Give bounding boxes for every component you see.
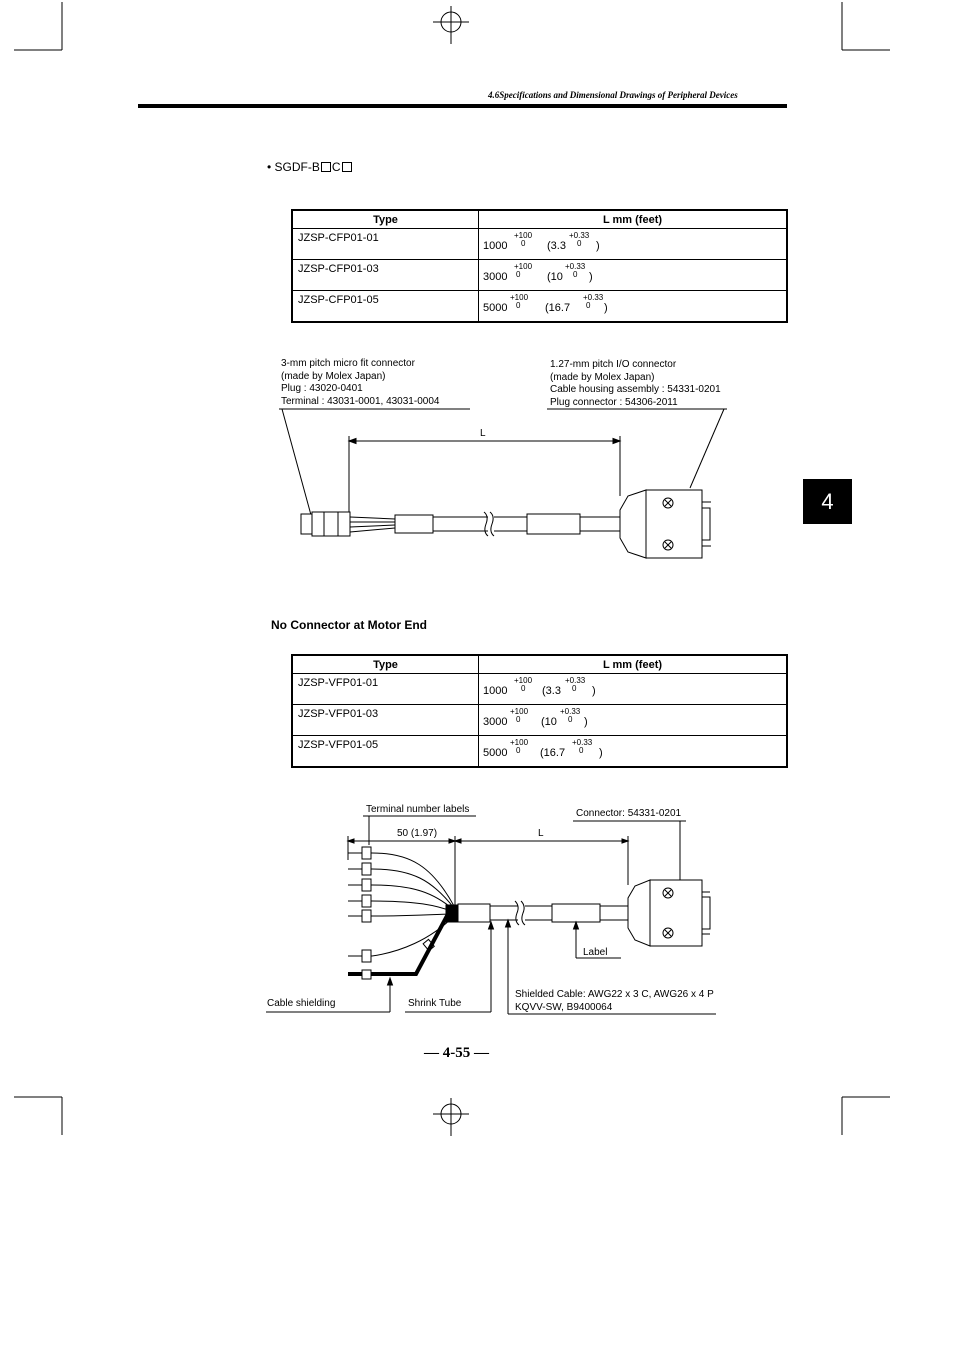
length-dimension-label: L — [538, 828, 544, 839]
tol-minus: 0 — [573, 270, 578, 279]
length-cell — [479, 260, 788, 291]
length-mm: 5000 — [483, 747, 508, 759]
callout-line: Cable housing assembly : 54331-0201 — [550, 384, 721, 395]
length-cell — [479, 229, 788, 260]
tol-plus: +0.33 — [572, 738, 593, 747]
placeholder-box-icon — [342, 162, 352, 172]
callout-line: Shielded Cable: AWG22 x 3 C, AWG26 x 4 P — [515, 989, 714, 1000]
tol-plus: +100 — [510, 707, 529, 716]
shrink-tube-callout: Shrink Tube — [408, 998, 462, 1009]
table-row — [292, 229, 787, 260]
length-cell — [479, 674, 788, 705]
table-row — [292, 260, 787, 291]
type-cell: JZSP-VFP01-01 — [292, 674, 479, 705]
model-heading — [267, 160, 353, 174]
length-mm: 1000 — [483, 685, 508, 697]
tol-minus: 0 — [516, 746, 521, 755]
tol-plus: +100 — [510, 738, 529, 747]
connector-callout: Connector: 54331-0201 — [576, 808, 682, 819]
length-feet: (3.3 — [542, 685, 561, 697]
type-cell: JZSP-CFP01-05 — [292, 291, 479, 323]
callout-line: 1.27-mm pitch I/O connector — [550, 359, 677, 370]
length-cell — [479, 736, 788, 768]
tol-plus: +0.33 — [569, 231, 590, 240]
tol-minus: 0 — [586, 301, 591, 310]
model-prefix: • SGDF-B — [267, 160, 320, 174]
io-connector-callout — [550, 359, 721, 409]
paren-close: ) — [584, 716, 588, 728]
length-dimension-label: L — [480, 428, 486, 439]
cable-diagram-2 — [266, 816, 716, 1014]
page-number: — 4-55 — — [424, 1045, 489, 1061]
length-cell — [479, 291, 788, 323]
tol-minus: 0 — [572, 684, 577, 693]
callout-line: KQVV-SW, B9400064 — [515, 1001, 613, 1013]
column-header-type: Type — [292, 210, 479, 229]
paren-close: ) — [596, 240, 600, 252]
cable-spec-table-1 — [291, 209, 788, 323]
tol-minus: 0 — [579, 746, 584, 755]
table-row — [292, 736, 787, 768]
length-cell — [479, 705, 788, 736]
callout-line: 3-mm pitch micro fit connector — [281, 358, 415, 369]
tol-plus: +100 — [514, 676, 533, 685]
length-feet: (16.7 — [540, 747, 566, 759]
cable-shielding-callout: Cable shielding — [267, 998, 336, 1009]
table-row — [292, 705, 787, 736]
table-row — [292, 674, 787, 705]
terminal-labels-callout: Terminal number labels — [366, 804, 470, 815]
length-feet: (3.3 — [547, 240, 566, 252]
type-cell: JZSP-VFP01-05 — [292, 736, 479, 768]
paren-close: ) — [599, 747, 603, 759]
cable-diagram-1 — [279, 409, 727, 558]
type-cell: JZSP-VFP01-03 — [292, 705, 479, 736]
tol-minus: 0 — [521, 239, 526, 248]
tol-plus: +0.33 — [565, 262, 586, 271]
tol-minus: 0 — [521, 684, 526, 693]
table-row — [292, 291, 787, 323]
tol-minus: 0 — [516, 715, 521, 724]
placeholder-box-icon — [321, 162, 331, 172]
section-title: No Connector at Motor End — [271, 618, 427, 632]
cable-spec-table-2 — [291, 654, 788, 768]
chapter-tab: 4 — [803, 479, 852, 524]
callout-line: Plug : 43020-0401 — [281, 383, 363, 394]
length-mm: 1000 — [483, 240, 508, 252]
tol-plus: +0.33 — [583, 293, 604, 302]
micro-fit-connector-callout — [281, 358, 439, 408]
length-feet: (10 — [547, 271, 563, 283]
length-mm: 3000 — [483, 716, 508, 728]
shielded-cable-callout — [515, 989, 714, 1014]
tol-minus: 0 — [577, 239, 582, 248]
tol-plus: +0.33 — [565, 676, 586, 685]
tol-plus: +0.33 — [560, 707, 581, 716]
length-mm: 3000 — [483, 271, 508, 283]
crop-marks — [14, 2, 890, 1136]
type-cell: JZSP-CFP01-01 — [292, 229, 479, 260]
callout-line: Terminal : 43031-0001, 43031-0004 — [281, 395, 440, 407]
tol-plus: +100 — [510, 293, 529, 302]
callout-line: Plug connector : 54306-2011 — [550, 396, 678, 408]
type-cell: JZSP-CFP01-03 — [292, 260, 479, 291]
column-header-length: L mm (feet) — [479, 210, 788, 229]
tol-plus: +100 — [514, 231, 533, 240]
tol-minus: 0 — [516, 270, 521, 279]
paren-close: ) — [604, 302, 608, 314]
length-feet: (10 — [541, 716, 557, 728]
strip-length-label: 50 (1.97) — [397, 828, 438, 839]
paren-close: ) — [589, 271, 593, 283]
length-mm: 5000 — [483, 302, 508, 314]
header-rule — [138, 104, 787, 108]
label-callout: Label — [583, 947, 608, 958]
running-header: 4.6Specifications and Dimensional Drawings of Peripheral Devices — [488, 90, 738, 100]
column-header-length: L mm (feet) — [479, 655, 788, 674]
callout-line: (made by Molex Japan) — [550, 371, 655, 383]
tol-minus: 0 — [568, 715, 573, 724]
paren-close: ) — [592, 685, 596, 697]
length-feet: (16.7 — [545, 302, 571, 314]
model-mid: C — [331, 160, 341, 174]
callout-line: (made by Molex Japan) — [281, 370, 386, 382]
tol-minus: 0 — [516, 301, 521, 310]
tol-plus: +100 — [514, 262, 533, 271]
column-header-type: Type — [292, 655, 479, 674]
